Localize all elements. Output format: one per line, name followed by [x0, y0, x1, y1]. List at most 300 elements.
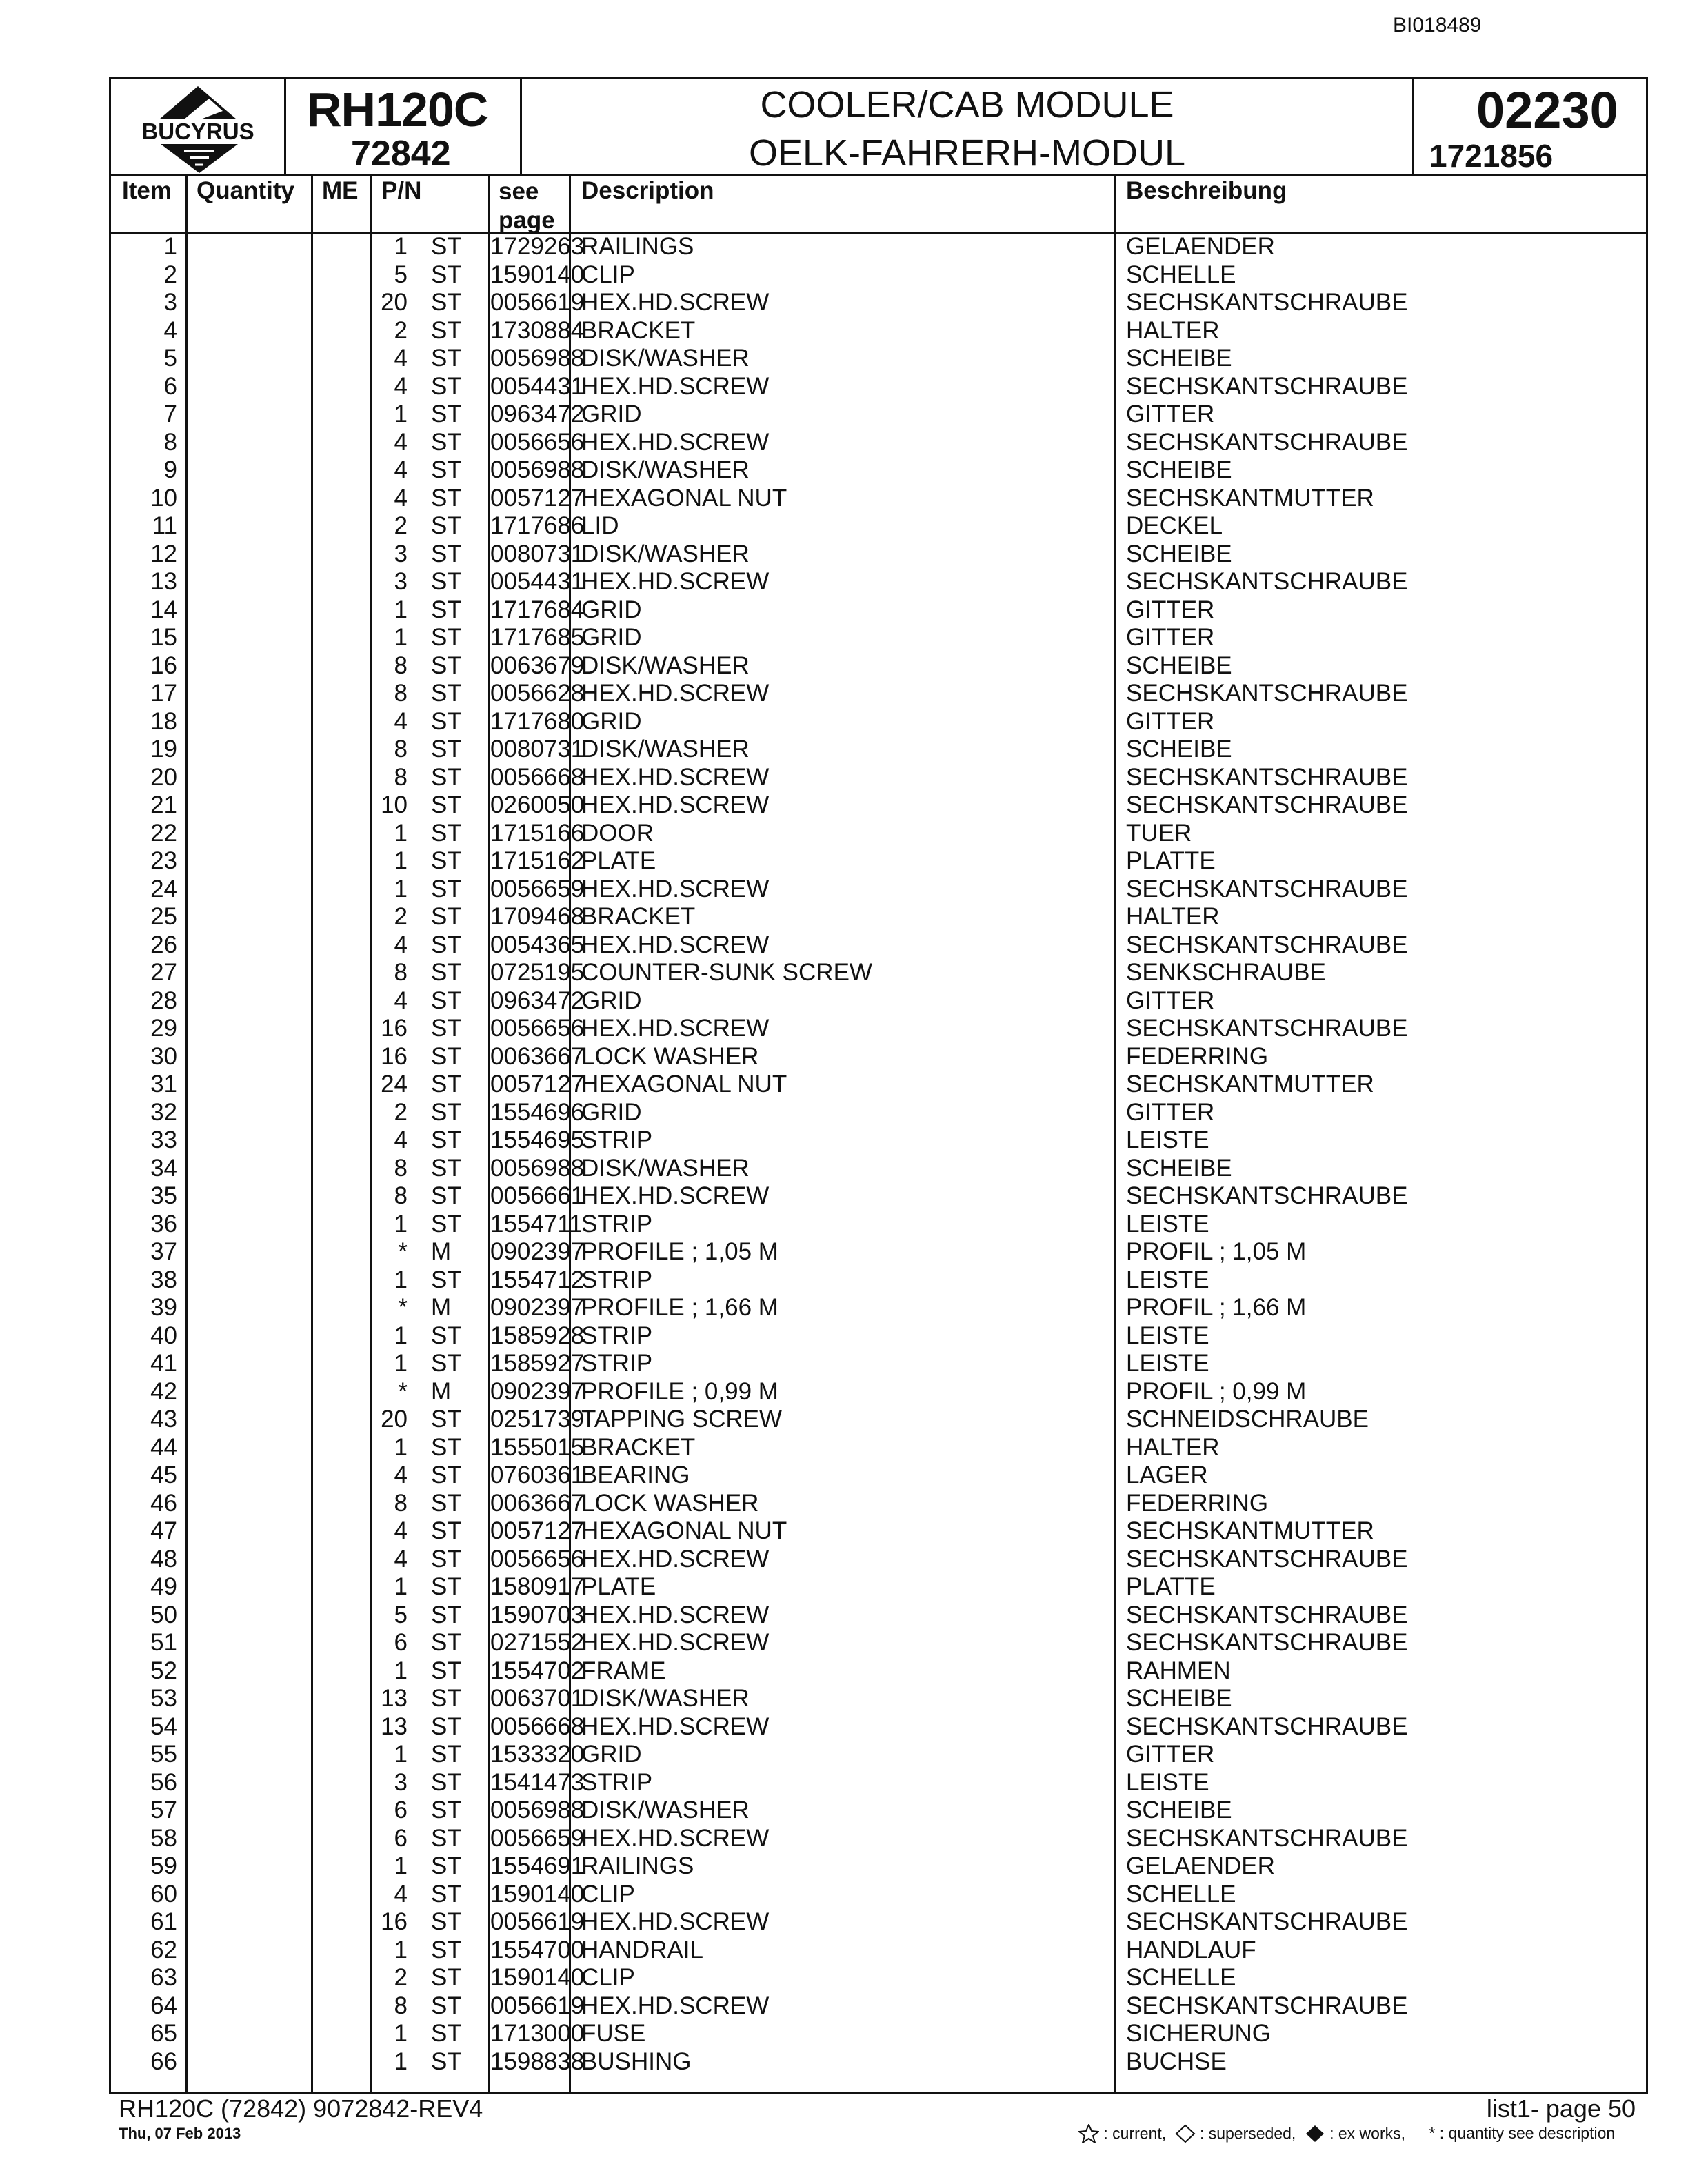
table-row — [111, 1517, 1646, 1546]
part-number-cell: 0063701 — [490, 1685, 585, 1712]
table-row — [111, 680, 1646, 708]
unit-cell: ST — [431, 428, 462, 456]
beschreibung-cell: DECKEL — [1126, 512, 1223, 539]
item-cell: 25 — [150, 903, 177, 930]
beschreibung-cell: GITTER — [1126, 1098, 1215, 1126]
quantity-cell: 1 — [394, 1322, 408, 1349]
item-cell: 23 — [150, 847, 177, 874]
hollow-diamond-icon — [1175, 2124, 1196, 2143]
table-row — [111, 847, 1646, 876]
quantity-cell: 3 — [394, 540, 408, 567]
item-cell: 57 — [150, 1797, 177, 1823]
part-number-cell: 1590140 — [490, 261, 585, 288]
item-cell: 35 — [150, 1182, 177, 1209]
beschreibung-cell: SECHSKANTMUTTER — [1126, 1071, 1374, 1098]
part-number-cell: 1729263 — [490, 233, 585, 260]
description-cell: COUNTER-SUNK SCREW — [581, 959, 872, 986]
bucyrus-logo — [118, 83, 278, 173]
beschreibung-cell: SCHELLE — [1126, 1880, 1236, 1908]
legend-quantity: * : quantity see description — [1429, 2124, 1616, 2143]
part-number-cell: 0054431 — [490, 568, 585, 595]
part-number-cell: 1554712 — [490, 1266, 585, 1293]
part-number-cell: 0080731 — [490, 540, 585, 567]
quantity-cell: 4 — [394, 456, 408, 483]
quantity-cell: 1 — [394, 1266, 408, 1293]
unit-cell: ST — [431, 1797, 462, 1823]
part-number-cell: 0056656 — [490, 428, 585, 456]
item-cell: 51 — [150, 1629, 177, 1656]
part-number-cell: 1585928 — [490, 1322, 585, 1349]
part-number-cell: 0056656 — [490, 1545, 585, 1573]
quantity-cell: 1 — [394, 1741, 408, 1768]
table-row — [111, 1908, 1646, 1937]
beschreibung-cell: PROFIL ; 1,05 M — [1126, 1238, 1307, 1265]
item-cell: 14 — [150, 596, 177, 623]
unit-cell: ST — [431, 1433, 462, 1461]
beschreibung-cell: SECHSKANTSCHRAUBE — [1126, 875, 1408, 902]
description-cell: HEX.HD.SCREW — [581, 791, 770, 818]
description-cell: GRID — [581, 624, 642, 651]
unit-cell: ST — [431, 345, 462, 372]
unit-cell: ST — [431, 261, 462, 288]
table-row — [111, 1238, 1646, 1266]
table-row — [111, 2048, 1646, 2076]
part-number-cell: 0902397 — [490, 1238, 585, 1265]
beschreibung-cell: TUER — [1126, 819, 1192, 847]
beschreibung-cell: SECHSKANTSCHRAUBE — [1126, 1992, 1408, 2019]
quantity-cell: 1 — [394, 1936, 408, 1963]
beschreibung-cell: GITTER — [1126, 707, 1215, 735]
description-cell: HEX.HD.SCREW — [581, 1015, 770, 1042]
table-row — [111, 1769, 1646, 1797]
item-cell: 6 — [163, 372, 177, 400]
item-cell: 42 — [150, 1377, 177, 1405]
unit-cell: ST — [431, 1266, 462, 1293]
table-row — [111, 1182, 1646, 1211]
part-number-cell: 1730884 — [490, 316, 585, 344]
item-cell: 36 — [150, 1210, 177, 1237]
beschreibung-cell: LEISTE — [1126, 1768, 1209, 1796]
table-row — [111, 1685, 1646, 1713]
item-cell: 13 — [150, 568, 177, 595]
table-row — [111, 1350, 1646, 1378]
unit-cell: ST — [431, 1098, 462, 1126]
model-number: 72842 — [351, 134, 451, 174]
description-cell: HEX.HD.SCREW — [581, 763, 770, 791]
beschreibung-cell: HALTER — [1126, 316, 1220, 344]
beschreibung-cell: RAHMEN — [1126, 1657, 1231, 1684]
quantity-cell: 4 — [394, 1880, 408, 1908]
description-cell: RAILINGS — [581, 233, 694, 260]
beschreibung-cell: SCHEIBE — [1126, 736, 1232, 762]
beschreibung-cell: LEISTE — [1126, 1210, 1209, 1237]
unit-cell: ST — [431, 1406, 462, 1433]
beschreibung-cell: HALTER — [1126, 1433, 1220, 1461]
unit-cell: ST — [431, 680, 462, 707]
unit-cell: ST — [431, 1210, 462, 1237]
description-cell: PROFILE ; 0,99 M — [581, 1377, 778, 1405]
unit-cell: ST — [431, 707, 462, 735]
description-cell: DISK/WASHER — [581, 456, 750, 483]
part-number-cell: 0056659 — [490, 875, 585, 902]
table-row — [111, 876, 1646, 904]
item-cell: 47 — [150, 1517, 177, 1544]
unit-cell: ST — [431, 1350, 462, 1377]
quantity-cell: 1 — [394, 819, 408, 847]
part-number-cell: 0760361 — [490, 1462, 585, 1488]
quantity-cell: 8 — [394, 1992, 408, 2019]
item-cell: 30 — [150, 1042, 177, 1070]
beschreibung-cell: SECHSKANTSCHRAUBE — [1126, 1629, 1408, 1656]
description-cell: HEX.HD.SCREW — [581, 680, 770, 707]
table-row — [111, 959, 1646, 987]
table-row — [111, 903, 1646, 931]
description-cell: STRIP — [581, 1210, 653, 1237]
description-cell: DISK/WASHER — [581, 736, 750, 762]
unit-cell: ST — [431, 1992, 462, 2019]
table-row — [111, 1211, 1646, 1239]
beschreibung-cell: LEISTE — [1126, 1266, 1209, 1293]
beschreibung-cell: SCHELLE — [1126, 1964, 1236, 1991]
unit-cell: ST — [431, 2020, 462, 2047]
table-row — [111, 596, 1646, 625]
description-cell: GRID — [581, 987, 642, 1014]
beschreibung-cell: SCHEIBE — [1126, 651, 1232, 679]
unit-cell: ST — [431, 1629, 462, 1656]
table-row — [111, 485, 1646, 513]
beschreibung-cell: SECHSKANTMUTTER — [1126, 1517, 1374, 1544]
model-name: RH120C — [307, 83, 488, 136]
part-number-cell: 1598838 — [490, 2048, 585, 2075]
unit-cell: ST — [431, 484, 462, 512]
beschreibung-cell: SCHEIBE — [1126, 456, 1232, 483]
description-cell: DISK/WASHER — [581, 540, 750, 567]
quantity-cell: 2 — [394, 1964, 408, 1991]
quantity-cell: 1 — [394, 2020, 408, 2047]
quantity-cell: 8 — [394, 651, 408, 679]
item-cell: 38 — [150, 1266, 177, 1293]
table-row — [111, 1071, 1646, 1099]
quantity-cell: 5 — [394, 261, 408, 288]
unit-cell: ST — [431, 1517, 462, 1544]
item-cell: 26 — [150, 931, 177, 958]
beschreibung-cell: FEDERRING — [1126, 1042, 1269, 1070]
item-cell: 58 — [150, 1824, 177, 1852]
unit-cell: ST — [431, 791, 462, 818]
quantity-cell: 2 — [394, 1098, 408, 1126]
item-cell: 18 — [150, 707, 177, 735]
header-box — [109, 77, 1648, 176]
unit-cell: ST — [431, 596, 462, 623]
quantity-cell: 1 — [394, 2048, 408, 2075]
table-row — [111, 1406, 1646, 1434]
item-cell: 34 — [150, 1154, 177, 1182]
beschreibung-cell: SECHSKANTSCHRAUBE — [1126, 372, 1408, 400]
item-cell: 9 — [163, 456, 177, 483]
svg-text:BUCYRUS: BUCYRUS — [141, 119, 254, 144]
quantity-cell: 1 — [394, 624, 408, 651]
quantity-cell: 10 — [381, 791, 408, 818]
part-number-cell: 1554695 — [490, 1126, 585, 1153]
column-header-quantity: Quantity — [197, 177, 294, 204]
quantity-cell: 4 — [394, 372, 408, 400]
beschreibung-cell: SCHELLE — [1126, 261, 1236, 288]
unit-cell: ST — [431, 1768, 462, 1796]
description-cell: HEX.HD.SCREW — [581, 875, 770, 902]
item-cell: 29 — [150, 1015, 177, 1042]
part-number-cell: 1554696 — [490, 1098, 585, 1126]
description-cell: PROFILE ; 1,66 M — [581, 1294, 778, 1321]
beschreibung-cell: SECHSKANTSCHRAUBE — [1126, 1908, 1408, 1935]
beschreibung-cell: GITTER — [1126, 596, 1215, 623]
unit-cell: ST — [431, 1154, 462, 1182]
description-cell: CLIP — [581, 1964, 635, 1991]
item-cell: 54 — [150, 1712, 177, 1740]
unit-cell: ST — [431, 1015, 462, 1042]
beschreibung-cell: SECHSKANTSCHRAUBE — [1126, 680, 1408, 707]
unit-cell: ST — [431, 2048, 462, 2075]
unit-cell: ST — [431, 456, 462, 483]
quantity-cell: 5 — [394, 1601, 408, 1628]
item-cell: 45 — [150, 1462, 177, 1488]
unit-cell: ST — [431, 1601, 462, 1628]
description-cell: BRACKET — [581, 1433, 696, 1461]
item-cell: 3 — [163, 289, 177, 316]
description-cell: FRAME — [581, 1657, 666, 1684]
table-row — [111, 1434, 1646, 1462]
description-cell: FUSE — [581, 2020, 646, 2047]
table-row — [111, 1964, 1646, 1992]
description-cell: HEX.HD.SCREW — [581, 1712, 770, 1740]
description-cell: BEARING — [581, 1462, 690, 1488]
column-header-see-page: see page — [499, 178, 555, 234]
quantity-cell: 1 — [394, 1210, 408, 1237]
beschreibung-cell: SECHSKANTSCHRAUBE — [1126, 791, 1408, 818]
table-row — [111, 540, 1646, 569]
part-number-cell: 1709468 — [490, 903, 585, 930]
part-number-cell: 0056656 — [490, 1015, 585, 1042]
item-cell: 62 — [150, 1936, 177, 1963]
quantity-cell: 6 — [394, 1797, 408, 1823]
item-cell: 52 — [150, 1657, 177, 1684]
beschreibung-cell: SECHSKANTSCHRAUBE — [1126, 1824, 1408, 1852]
table-row — [111, 1852, 1646, 1881]
item-cell: 61 — [150, 1908, 177, 1935]
description-cell: PLATE — [581, 847, 656, 874]
item-cell: 65 — [150, 2020, 177, 2047]
unit-cell: ST — [431, 372, 462, 400]
part-number-cell: 1554711 — [490, 1210, 583, 1237]
unit-cell: ST — [431, 1741, 462, 1768]
unit-cell: ST — [431, 1880, 462, 1908]
item-cell: 16 — [150, 651, 177, 679]
quantity-cell: 1 — [394, 596, 408, 623]
item-cell: 10 — [150, 484, 177, 512]
table-row — [111, 1266, 1646, 1295]
quantity-cell: 8 — [394, 1154, 408, 1182]
part-number-cell: 0902397 — [490, 1294, 585, 1321]
part-number-cell: 1717684 — [490, 596, 585, 623]
column-header-description: Description — [581, 177, 714, 204]
table-row — [111, 820, 1646, 848]
table-row — [111, 1713, 1646, 1741]
beschreibung-cell: SENKSCHRAUBE — [1126, 959, 1326, 986]
description-cell: PROFILE ; 1,05 M — [581, 1238, 778, 1265]
beschreibung-cell: GITTER — [1126, 624, 1215, 651]
item-cell: 28 — [150, 987, 177, 1014]
item-cell: 40 — [150, 1322, 177, 1349]
description-cell: STRIP — [581, 1768, 653, 1796]
quantity-cell: 4 — [394, 1126, 408, 1153]
part-number-cell: 0725195 — [490, 959, 585, 986]
description-cell: HEXAGONAL NUT — [581, 1517, 787, 1544]
quantity-cell: 3 — [394, 1768, 408, 1796]
table-row — [111, 1573, 1646, 1601]
description-cell: HEX.HD.SCREW — [581, 289, 770, 316]
beschreibung-cell: SCHNEIDSCHRAUBE — [1126, 1406, 1369, 1433]
description-cell: DISK/WASHER — [581, 1154, 750, 1182]
title-cell — [522, 79, 1414, 174]
part-number-cell: 0056668 — [490, 763, 585, 791]
quantity-cell: 4 — [394, 484, 408, 512]
part-number-cell: 0063667 — [490, 1042, 585, 1070]
quantity-cell: 1 — [394, 1852, 408, 1879]
quantity-cell: * — [398, 1238, 408, 1265]
quantity-cell: 6 — [394, 1824, 408, 1852]
beschreibung-cell: FEDERRING — [1126, 1489, 1269, 1517]
unit-cell: M — [431, 1377, 452, 1405]
table-row — [111, 1546, 1646, 1574]
table-row — [111, 289, 1646, 317]
part-number-cell: 0056668 — [490, 1712, 585, 1740]
part-number-cell: 0056988 — [490, 1154, 585, 1182]
table-row — [111, 1155, 1646, 1183]
quantity-cell: 24 — [381, 1071, 408, 1098]
unit-cell: ST — [431, 903, 462, 930]
item-cell: 5 — [163, 345, 177, 372]
table-row — [111, 1825, 1646, 1853]
description-cell: DISK/WASHER — [581, 651, 750, 679]
item-cell: 49 — [150, 1573, 177, 1600]
description-cell: HEXAGONAL NUT — [581, 1071, 787, 1098]
unit-cell: ST — [431, 568, 462, 595]
table-row — [111, 931, 1646, 960]
beschreibung-cell: SECHSKANTSCHRAUBE — [1126, 428, 1408, 456]
description-cell: HEXAGONAL NUT — [581, 484, 787, 512]
item-cell: 46 — [150, 1489, 177, 1517]
table-row — [111, 1629, 1646, 1657]
legend-current: : current, — [1103, 2124, 1167, 2143]
quantity-cell: 4 — [394, 707, 408, 735]
footer-date: Thu, 07 Feb 2013 — [119, 2125, 241, 2142]
title-german: OELK-FAHRERH-MODUL — [748, 132, 1186, 174]
beschreibung-cell: SICHERUNG — [1126, 2020, 1272, 2047]
unit-cell: M — [431, 1238, 452, 1265]
table-row — [111, 1462, 1646, 1490]
table-row — [111, 1322, 1646, 1351]
part-number-cell: 1713000 — [490, 2020, 585, 2047]
beschreibung-cell: BUCHSE — [1126, 2048, 1227, 2075]
table-row — [111, 1043, 1646, 1071]
legend — [1078, 2123, 1615, 2143]
description-cell: GRID — [581, 1741, 642, 1768]
part-number-cell: 0056628 — [490, 680, 585, 707]
beschreibung-cell: GELAENDER — [1126, 1852, 1275, 1879]
part-number-cell: 0902397 — [490, 1377, 585, 1405]
table-row — [111, 401, 1646, 429]
beschreibung-cell: SCHEIBE — [1126, 1797, 1232, 1823]
unit-cell: ST — [431, 959, 462, 986]
item-cell: 32 — [150, 1098, 177, 1126]
table-row — [111, 373, 1646, 401]
table-row — [111, 1881, 1646, 1909]
quantity-cell: 13 — [381, 1685, 408, 1712]
unit-cell: ST — [431, 1685, 462, 1712]
unit-cell: ST — [431, 1489, 462, 1517]
beschreibung-cell: SECHSKANTSCHRAUBE — [1126, 1545, 1408, 1573]
part-number-cell: 1554702 — [490, 1657, 585, 1684]
unit-cell: ST — [431, 1908, 462, 1935]
logo-cell — [111, 79, 286, 174]
beschreibung-cell: LEISTE — [1126, 1350, 1209, 1377]
part-number-cell: 0063679 — [490, 651, 585, 679]
unit-cell: ST — [431, 931, 462, 958]
quantity-cell: 8 — [394, 1489, 408, 1517]
item-cell: 33 — [150, 1126, 177, 1153]
unit-cell: ST — [431, 316, 462, 344]
legend-ex-works: : ex works, — [1329, 2124, 1406, 2143]
unit-cell: ST — [431, 987, 462, 1014]
quantity-cell: 8 — [394, 763, 408, 791]
description-cell: CLIP — [581, 1880, 635, 1908]
item-cell: 64 — [150, 1992, 177, 2019]
quantity-cell: 4 — [394, 1545, 408, 1573]
quantity-cell: 6 — [394, 1629, 408, 1656]
item-cell: 60 — [150, 1880, 177, 1908]
item-cell: 11 — [152, 512, 177, 539]
description-cell: GRID — [581, 1098, 642, 1126]
footer-document-ref: RH120C (72842) 9072842-REV4 — [119, 2094, 483, 2123]
part-number-cell: 1585927 — [490, 1350, 585, 1377]
beschreibung-cell: SCHEIBE — [1126, 540, 1232, 567]
description-cell: LOCK WASHER — [581, 1042, 759, 1070]
table-row — [111, 1992, 1646, 2021]
unit-cell: ST — [431, 1042, 462, 1070]
part-number-cell: 0063667 — [490, 1489, 585, 1517]
unit-cell: ST — [431, 1071, 462, 1098]
part-number-cell: 0057127 — [490, 484, 585, 512]
table-row — [111, 1490, 1646, 1518]
description-cell: HEX.HD.SCREW — [581, 568, 770, 595]
unit-cell: ST — [431, 1852, 462, 1879]
unit-cell: ST — [431, 1182, 462, 1209]
unit-cell: ST — [431, 1657, 462, 1684]
table-row — [111, 1126, 1646, 1155]
beschreibung-cell: SCHEIBE — [1126, 1154, 1232, 1182]
beschreibung-cell: LAGER — [1126, 1462, 1208, 1488]
quantity-cell: 1 — [394, 1350, 408, 1377]
part-number-cell: 1554691 — [490, 1852, 585, 1879]
quantity-cell: 2 — [394, 316, 408, 344]
part-number-cell: 1715162 — [490, 847, 585, 874]
description-cell: HEX.HD.SCREW — [581, 1908, 770, 1935]
quantity-cell: 2 — [394, 512, 408, 539]
table-row — [111, 233, 1646, 261]
table-row — [111, 568, 1646, 596]
table-row — [111, 1294, 1646, 1322]
part-number-cell: 0054365 — [490, 931, 585, 958]
description-cell: HEX.HD.SCREW — [581, 1182, 770, 1209]
